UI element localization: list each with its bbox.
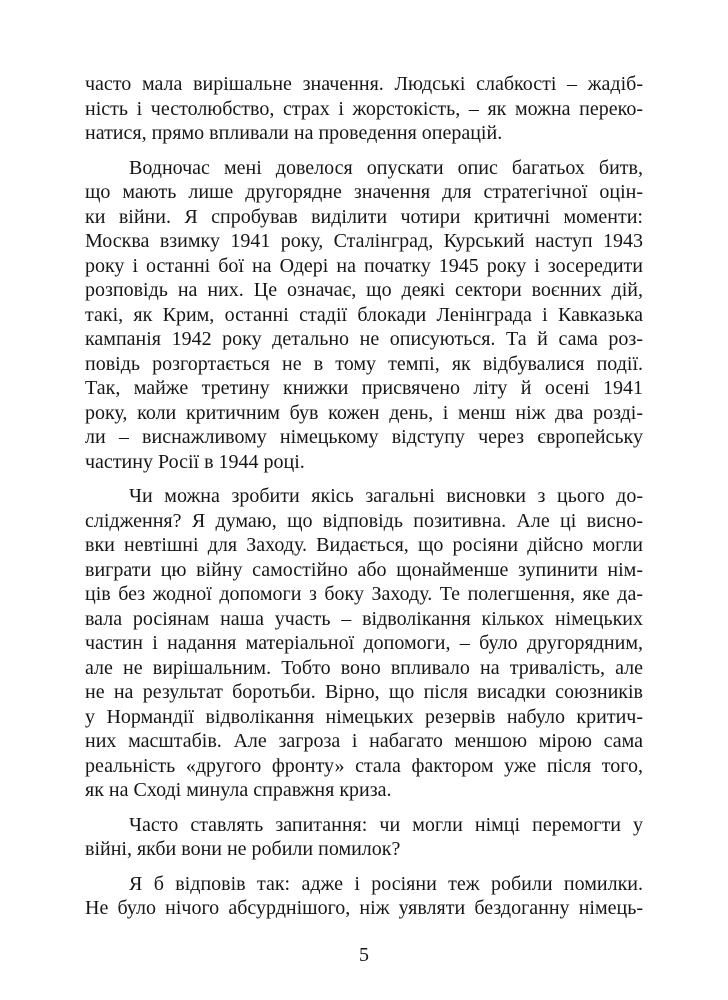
text-line: Я б відповів так: адже і росіяни теж робили помилки. bbox=[129, 872, 643, 895]
text-line: виграти цю війну самостійно або щонайменше зупинити нім- bbox=[85, 558, 643, 581]
text-line: ли – виснажливому німецькому відступу через європейську bbox=[85, 426, 643, 448]
paragraph bbox=[85, 872, 643, 921]
paragraph bbox=[85, 484, 643, 803]
text-line: слідження? Я думаю, що відповідь позитивна. Але ці висно- bbox=[85, 509, 643, 532]
text-line: вки невтішні для Заходу. Видається, що росіяни дійсно могли bbox=[85, 534, 643, 556]
text-line: у Нормандії відволікання німецьких резервів набуло критич- bbox=[85, 705, 643, 728]
text-line: реальність «другого фронту» стала фактором уже після того, bbox=[85, 754, 643, 777]
text-line: Часто ставлять запитання: чи могли німці перемогти у bbox=[129, 813, 643, 836]
text-line: Москва взимку 1941 року, Сталінград, Курський наступ 1943 bbox=[85, 230, 643, 252]
text-line: ців без жодної допомоги з боку Заходу. Те полегшення, яке да- bbox=[85, 583, 643, 605]
text-line: року, коли критичним був кожен день, і менш ніж два розді- bbox=[85, 401, 643, 424]
text-line: Чи можна зробити якісь загальні висновки з цього до- bbox=[129, 485, 643, 507]
text-line: повідь розгортається не в тому темпі, як відбувалися події. bbox=[85, 352, 643, 375]
text-line: розповідь на них. Це означає, що деякі сектори воєнних дій, bbox=[85, 279, 643, 301]
text-line: частину Росії в 1944 році. bbox=[85, 450, 305, 473]
text-line: ність і честолюбство, страх і жорстокість, – як можна переко- bbox=[85, 97, 643, 120]
text-line: Водночас мені довелося опускати опис багатьох битв, bbox=[129, 156, 643, 179]
text-line: але не вирішальним. Тобто воно впливало на тривалість, але bbox=[85, 656, 643, 679]
text-line: часто мала вирішальне значення. Людські слабкості – жадіб- bbox=[85, 73, 643, 95]
text-line: війні, якби вони не робили помилок? bbox=[85, 838, 401, 860]
paragraph bbox=[85, 72, 643, 146]
text-line: як на Сході минула справжня криза. bbox=[85, 779, 392, 801]
paragraph bbox=[85, 156, 643, 475]
text-line: натися, прямо впливали на проведення операцій. bbox=[85, 122, 503, 144]
page-text bbox=[85, 72, 643, 921]
text-line: такі, як Крим, останні стадії блокади Ленінграда і Кавказька bbox=[85, 303, 643, 326]
text-line: них масштабів. Але загроза і набагато меншою мірою сама bbox=[85, 730, 643, 752]
text-line: кампанія 1942 року детально не описуються. Та й сама роз- bbox=[85, 328, 643, 350]
paragraph bbox=[85, 813, 643, 862]
text-line: частин і надання матеріальної допомоги, – було другорядним, bbox=[85, 632, 643, 654]
text-line: Не було нічого абсурднішого, ніж уявляти бездоганну німець- bbox=[85, 897, 643, 919]
text-line: не на результат боротьби. Вірно, що після висадки союзників bbox=[85, 681, 643, 703]
page-number: 5 bbox=[359, 944, 369, 966]
text-line: вала росіянам наша участь – відволікання кількох німецьких bbox=[85, 607, 643, 630]
text-line: Так, майже третину книжки присвячено літу й осені 1941 bbox=[85, 377, 643, 399]
text-line: року і останні бої на Одері на початку 1945 року і зосередити bbox=[85, 254, 643, 277]
text-line: що мають лише другорядне значення для стратегічної оцін- bbox=[85, 181, 643, 203]
text-line: ки війни. Я спробував виділити чотири критичні моменти: bbox=[85, 205, 643, 228]
